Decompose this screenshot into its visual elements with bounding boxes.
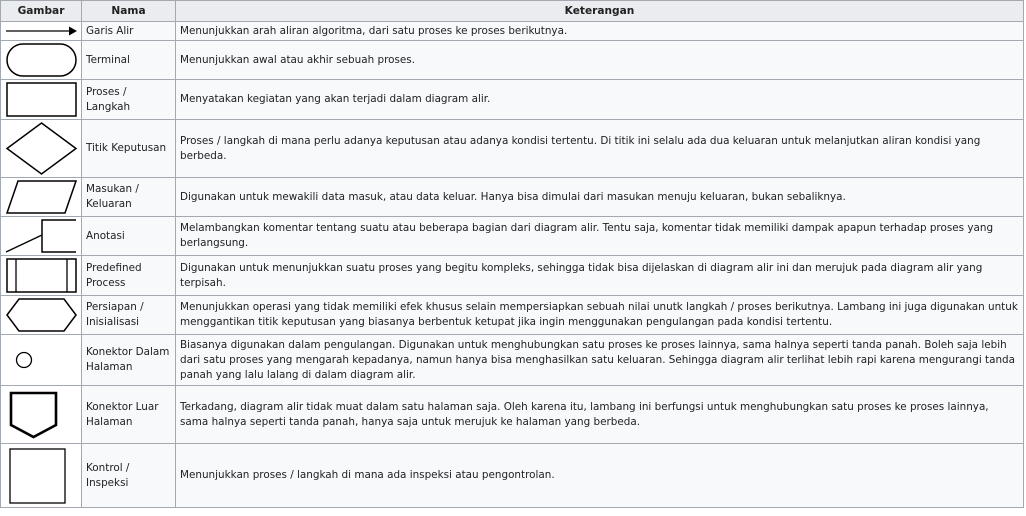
symbol-name: Masukan / Keluaran — [82, 178, 176, 217]
symbol-cell — [1, 217, 82, 256]
table-row — [1, 22, 1024, 41]
symbol-description: Proses / langkah di mana perlu adanya keputusan atau adanya kondisi tertentu. Di titik ini selalu ada dua keluaran untuk melanjutkan aliran kondisi yang berbeda. — [176, 120, 1024, 178]
table-row — [1, 178, 1024, 217]
symbol-description: Terkadang, diagram alir tidak muat dalam satu halaman saja. Oleh karena itu, lambang ini berfungsi untuk menghubungkan satu proses ke proses lainnya, sama halnya seperti tanda panah, hanya saja untuk merujuk ke halaman yang berbeda. — [176, 386, 1024, 444]
table-row — [1, 386, 1024, 444]
symbol-cell — [1, 256, 82, 296]
header-image: Gambar — [1, 1, 82, 22]
symbol-cell — [1, 80, 82, 120]
table-row — [1, 217, 1024, 256]
symbol-description: Digunakan untuk menunjukkan suatu proses yang begitu kompleks, sehingga tidak bisa dijelaskan di diagram alir ini dan merujuk pada diagram alir yang terpisah. — [176, 256, 1024, 296]
symbol-name: Konektor Luar Halaman — [82, 386, 176, 444]
inspection-square-icon — [1, 444, 81, 507]
symbol-cell — [1, 41, 82, 80]
header-description: Keterangan — [176, 1, 1024, 22]
symbol-cell — [1, 444, 82, 508]
symbol-cell — [1, 178, 82, 217]
symbol-description: Menunjukkan awal atau akhir sebuah proses. — [176, 41, 1024, 80]
symbol-name: Kontrol / Inspeksi — [82, 444, 176, 508]
symbol-description: Menunjukkan proses / langkah di mana ada inspeksi atau pengontrolan. — [176, 444, 1024, 508]
table-row — [1, 41, 1024, 80]
symbol-cell — [1, 296, 82, 335]
symbol-name: Proses / Langkah — [82, 80, 176, 120]
off-page-connector-pentagon-icon — [1, 386, 81, 443]
arrow-icon — [1, 22, 81, 40]
process-rectangle-icon — [1, 80, 81, 119]
decision-diamond-icon — [1, 120, 81, 177]
table-row — [1, 80, 1024, 120]
symbol-name: Predefined Process — [82, 256, 176, 296]
symbol-name: Titik Keputusan — [82, 120, 176, 178]
table-row — [1, 296, 1024, 335]
symbol-description: Menunjukkan operasi yang tidak memiliki efek khusus selain mempersiapkan sebuah nilai unutk langkah / proses berikutnya. Lambang ini juga digunakan untuk menggantikan titik keputusan yang biasanya berbentuk ketupat jika ingin menggunakan pengulangan pada kondisi tertentu. — [176, 296, 1024, 335]
header-row — [1, 1, 1024, 22]
predefined-process-icon — [1, 256, 81, 295]
symbol-description: Menyatakan kegiatan yang akan terjadi dalam diagram alir. — [176, 80, 1024, 120]
symbol-description: Menunjukkan arah aliran algoritma, dari satu proses ke proses berikutnya. — [176, 22, 1024, 41]
table-row — [1, 256, 1024, 296]
header-name: Nama — [82, 1, 176, 22]
table-row — [1, 444, 1024, 508]
symbol-cell — [1, 22, 82, 41]
input-output-parallelogram-icon — [1, 178, 81, 216]
table-row — [1, 335, 1024, 386]
preparation-hexagon-icon — [1, 296, 81, 334]
symbol-cell — [1, 120, 82, 178]
annotation-icon — [1, 217, 81, 255]
symbol-name: Garis Alir — [82, 22, 176, 41]
symbol-name: Anotasi — [82, 217, 176, 256]
terminal-icon — [1, 41, 81, 79]
symbol-cell — [1, 335, 82, 386]
on-page-connector-circle-icon — [1, 335, 81, 385]
symbol-cell — [1, 386, 82, 444]
symbol-name: Persiapan / Inisialisasi — [82, 296, 176, 335]
table-row — [1, 120, 1024, 178]
symbol-name: Terminal — [82, 41, 176, 80]
symbol-description: Digunakan untuk mewakili data masuk, atau data keluar. Hanya bisa dimulai dari masukan menuju keluaran, bukan sebaliknya. — [176, 178, 1024, 217]
symbol-description: Biasanya digunakan dalam pengulangan. Digunakan untuk menghubungkan satu proses ke proses lainnya, sama halnya seperti tanda panah. Boleh saja lebih dari satu proses yang mengarah kepadanya, namun hanya bisa menghasilkan satu keluaran. Sehingga diagram alir terlihat lebih rapi karena mengurangi tanda panah yang lalu lalang di dalam diagram alir. — [176, 335, 1024, 386]
symbol-name: Konektor Dalam Halaman — [82, 335, 176, 386]
symbol-description: Melambangkan komentar tentang suatu atau beberapa bagian dari diagram alir. Tentu saja, komentar tidak memiliki dampak apapun terhadap proses yang berlangsung. — [176, 217, 1024, 256]
